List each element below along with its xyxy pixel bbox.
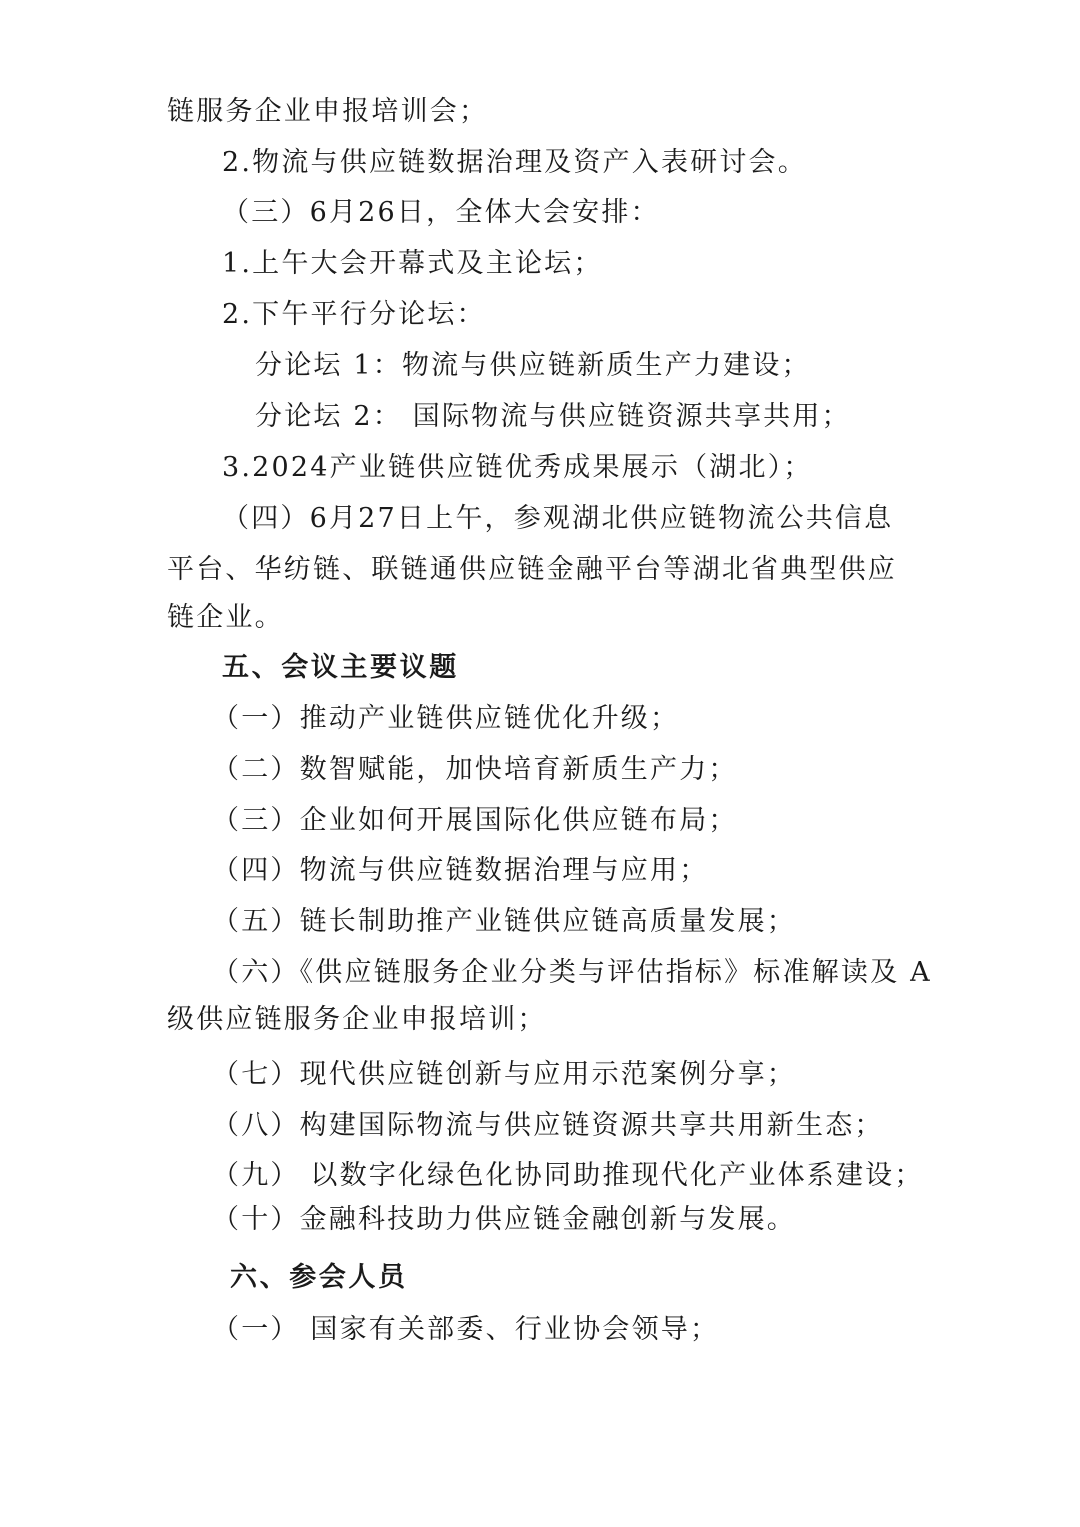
- topic-item-continuation: 级供应链服务企业申报培训；: [167, 1004, 547, 1035]
- topic-item: （三）企业如何开展国际化供应链布局；: [212, 805, 738, 836]
- topic-item: （一）推动产业链供应链优化升级；: [212, 703, 680, 734]
- topic-item: （十）金融科技助力供应链金融创新与发展。: [212, 1204, 796, 1235]
- topic-item: （七）现代供应链创新与应用示范案例分享；: [212, 1059, 796, 1090]
- body-line: 链企业。: [167, 602, 284, 633]
- topic-item: （四）物流与供应链数据治理与应用；: [212, 855, 709, 886]
- list-item-showcase: 3.2024产业链供应链优秀成果展示（湖北）；: [222, 452, 813, 483]
- topic-item: （二）数智赋能，加快培育新质生产力；: [212, 754, 738, 785]
- section-heading-attendees: 六、参会人员: [230, 1262, 408, 1293]
- list-item-afternoon: 2.下午平行分论坛：: [222, 299, 486, 330]
- topic-item: （六）《供应链服务企业分类与评估指标》标准解读及 A: [212, 957, 932, 988]
- attendee-item: （一） 国家有关部委、行业协会领导；: [212, 1314, 720, 1345]
- body-line: 平台、华纺链、联链通供应链金融平台等湖北省典型供应: [167, 554, 897, 585]
- sub-forum-2: 分论坛 2： 国际物流与供应链资源共享共用；: [255, 401, 851, 432]
- list-item-morning: 1.上午大会开幕式及主论坛；: [222, 248, 603, 279]
- subsection-heading-day-27: （四）6月27日上午，参观湖北供应链物流公共信息: [222, 503, 894, 534]
- section-heading-topics: 五、会议主要议题: [222, 652, 459, 683]
- list-item-seminar: 2.物流与供应链数据治理及资产入表研讨会。: [222, 147, 807, 178]
- subsection-heading-day-26: （三）6月26日，全体大会安排：: [222, 197, 660, 228]
- topic-item: （五）链长制助推产业链供应链高质量发展；: [212, 906, 796, 937]
- topic-item: （九） 以数字化绿色化协同助推现代化产业体系建设；: [212, 1160, 924, 1191]
- body-line-continuation: 链服务企业申报培训会；: [167, 96, 489, 127]
- sub-forum-1: 分论坛 1：物流与供应链新质生产力建设；: [255, 350, 811, 381]
- topic-item: （八）构建国际物流与供应链资源共享共用新生态；: [212, 1110, 884, 1141]
